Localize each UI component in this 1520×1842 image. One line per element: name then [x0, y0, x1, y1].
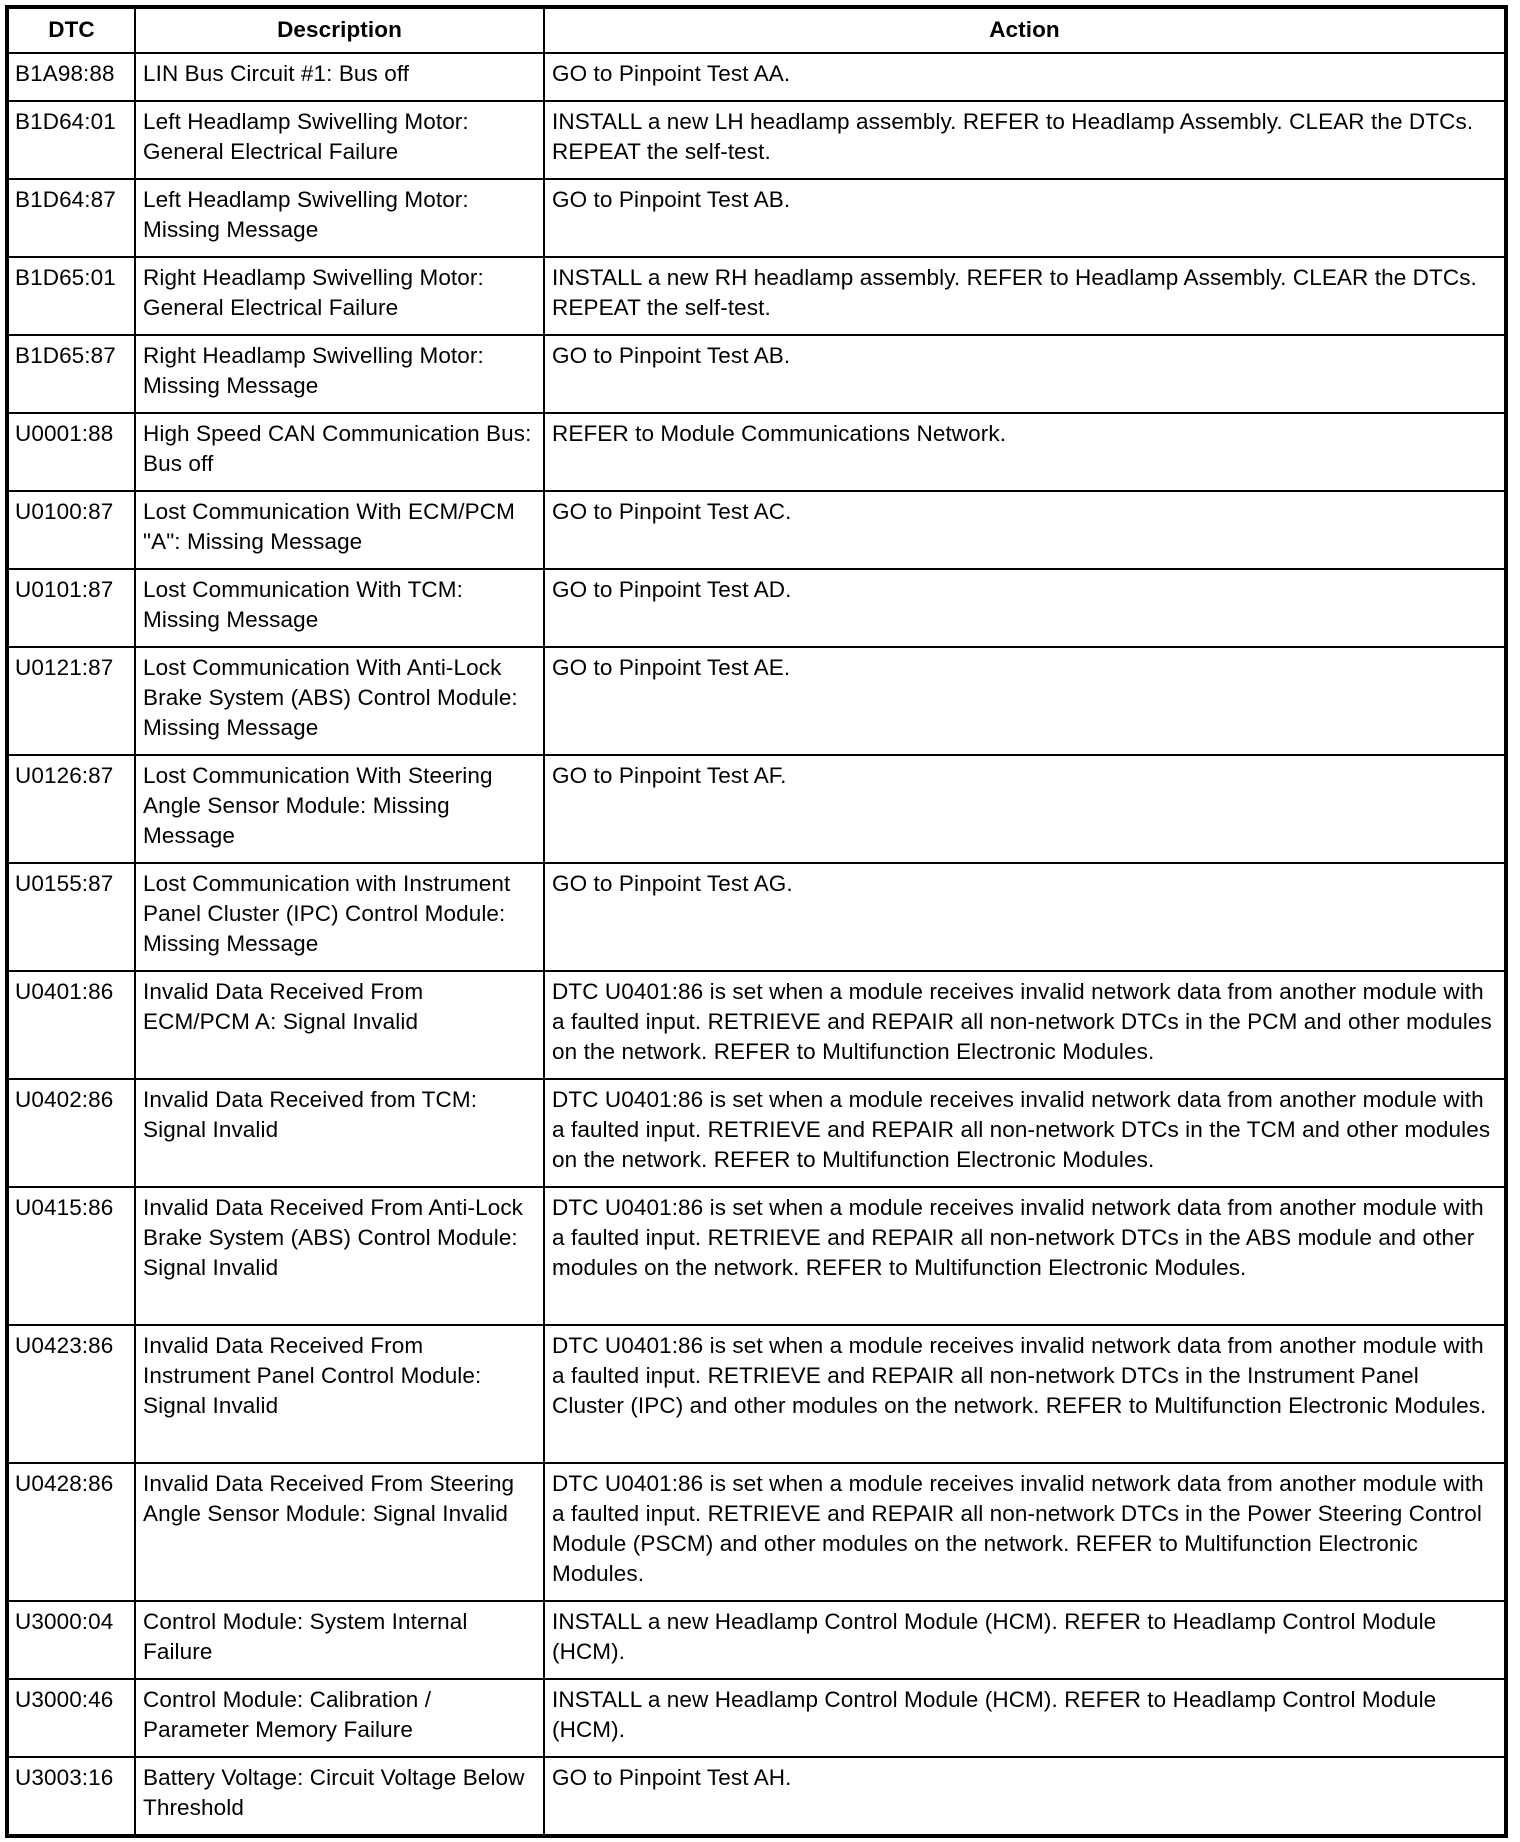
dtc-action: DTC U0401:86 is set when a module receives invalid network data from another module with a faulted input. RETRIEVE and REPAIR all non-network DTCs in the TCM and other modules on the network. REFER to Multifunction Electronic Modules. [544, 1079, 1506, 1187]
dtc-description: High Speed CAN Communication Bus: Bus off [135, 413, 544, 491]
dtc-action: DTC U0401:86 is set when a module receives invalid network data from another module with a faulted input. RETRIEVE and REPAIR all non-network DTCs in the ABS module and other modules on the network. REFER to Multifunction Electronic Modules. [544, 1187, 1506, 1325]
table-row [7, 1463, 1506, 1601]
dtc-action: DTC U0401:86 is set when a module receives invalid network data from another module with a faulted input. RETRIEVE and REPAIR all non-network DTCs in the Power Steering Control Module (PSCM) and other modules on the network. REFER to Multifunction Electronic Modules. [544, 1463, 1506, 1601]
dtc-code: B1D64:01 [7, 101, 135, 179]
dtc-description: Battery Voltage: Circuit Voltage Below Threshold [135, 1757, 544, 1836]
dtc-description: Lost Communication With TCM: Missing Message [135, 569, 544, 647]
dtc-description: Right Headlamp Swivelling Motor: General Electrical Failure [135, 257, 544, 335]
dtc-code: B1D65:87 [7, 335, 135, 413]
dtc-description: Lost Communication with Instrument Panel Cluster (IPC) Control Module: Missing Message [135, 863, 544, 971]
dtc-description: Control Module: System Internal Failure [135, 1601, 544, 1679]
dtc-action: INSTALL a new RH headlamp assembly. REFER to Headlamp Assembly. CLEAR the DTCs. REPEAT the self-test. [544, 257, 1506, 335]
dtc-action: GO to Pinpoint Test AE. [544, 647, 1506, 755]
dtc-code: B1D65:01 [7, 257, 135, 335]
dtc-action: GO to Pinpoint Test AB. [544, 335, 1506, 413]
dtc-action: INSTALL a new Headlamp Control Module (HCM). REFER to Headlamp Control Module (HCM). [544, 1679, 1506, 1757]
dtc-action: GO to Pinpoint Test AA. [544, 53, 1506, 101]
table-row [7, 1601, 1506, 1679]
table-row [7, 101, 1506, 179]
dtc-code: U0415:86 [7, 1187, 135, 1325]
dtc-description: Control Module: Calibration / Parameter Memory Failure [135, 1679, 544, 1757]
dtc-code: U0402:86 [7, 1079, 135, 1187]
column-header-action: Action [544, 7, 1506, 53]
table-row [7, 53, 1506, 101]
dtc-code: U0401:86 [7, 971, 135, 1079]
dtc-action: GO to Pinpoint Test AD. [544, 569, 1506, 647]
table-row [7, 491, 1506, 569]
dtc-action: DTC U0401:86 is set when a module receives invalid network data from another module with a faulted input. RETRIEVE and REPAIR all non-network DTCs in the Instrument Panel Cluster (IPC) and other modules on the network. REFER to Multifunction Electronic Modules. [544, 1325, 1506, 1463]
dtc-action: INSTALL a new LH headlamp assembly. REFER to Headlamp Assembly. CLEAR the DTCs. REPEAT the self-test. [544, 101, 1506, 179]
dtc-code: U0121:87 [7, 647, 135, 755]
dtc-code: U3000:46 [7, 1679, 135, 1757]
dtc-code: U0423:86 [7, 1325, 135, 1463]
dtc-description: Lost Communication With Anti-Lock Brake System (ABS) Control Module: Missing Message [135, 647, 544, 755]
dtc-action: INSTALL a new Headlamp Control Module (HCM). REFER to Headlamp Control Module (HCM). [544, 1601, 1506, 1679]
table-row [7, 1325, 1506, 1463]
dtc-code: U0001:88 [7, 413, 135, 491]
dtc-table [5, 5, 1508, 1838]
dtc-description: Lost Communication With ECM/PCM "A": Missing Message [135, 491, 544, 569]
dtc-description: Lost Communication With Steering Angle Sensor Module: Missing Message [135, 755, 544, 863]
dtc-code: U3000:04 [7, 1601, 135, 1679]
table-row [7, 863, 1506, 971]
dtc-description: Invalid Data Received From Instrument Panel Control Module: Signal Invalid [135, 1325, 544, 1463]
dtc-action: REFER to Module Communications Network. [544, 413, 1506, 491]
table-row [7, 1079, 1506, 1187]
table-row [7, 179, 1506, 257]
table-row [7, 335, 1506, 413]
dtc-code: U3003:16 [7, 1757, 135, 1836]
table-row [7, 569, 1506, 647]
dtc-description: Left Headlamp Swivelling Motor: Missing Message [135, 179, 544, 257]
table-row [7, 1757, 1506, 1836]
table-row [7, 647, 1506, 755]
dtc-code: U0428:86 [7, 1463, 135, 1601]
dtc-code: B1A98:88 [7, 53, 135, 101]
table-row [7, 1679, 1506, 1757]
dtc-code: U0126:87 [7, 755, 135, 863]
dtc-description: Invalid Data Received from TCM: Signal Invalid [135, 1079, 544, 1187]
table-row [7, 413, 1506, 491]
dtc-code: U0101:87 [7, 569, 135, 647]
table-row [7, 755, 1506, 863]
dtc-description: Invalid Data Received From ECM/PCM A: Signal Invalid [135, 971, 544, 1079]
dtc-action: GO to Pinpoint Test AH. [544, 1757, 1506, 1836]
dtc-action: GO to Pinpoint Test AB. [544, 179, 1506, 257]
column-header-description: Description [135, 7, 544, 53]
dtc-action: GO to Pinpoint Test AC. [544, 491, 1506, 569]
column-header-dtc: DTC [7, 7, 135, 53]
dtc-code: U0155:87 [7, 863, 135, 971]
dtc-code: B1D64:87 [7, 179, 135, 257]
dtc-description: LIN Bus Circuit #1: Bus off [135, 53, 544, 101]
table-row [7, 971, 1506, 1079]
dtc-action: DTC U0401:86 is set when a module receives invalid network data from another module with a faulted input. RETRIEVE and REPAIR all non-network DTCs in the PCM and other modules on the network. REFER to Multifunction Electronic Modules. [544, 971, 1506, 1079]
dtc-action: GO to Pinpoint Test AG. [544, 863, 1506, 971]
dtc-code: U0100:87 [7, 491, 135, 569]
table-row [7, 257, 1506, 335]
dtc-description: Invalid Data Received From Anti-Lock Brake System (ABS) Control Module: Signal Invalid [135, 1187, 544, 1325]
table-row [7, 1187, 1506, 1325]
dtc-action: GO to Pinpoint Test AF. [544, 755, 1506, 863]
dtc-description: Invalid Data Received From Steering Angle Sensor Module: Signal Invalid [135, 1463, 544, 1601]
table-header-row [7, 7, 1506, 53]
dtc-description: Left Headlamp Swivelling Motor: General Electrical Failure [135, 101, 544, 179]
dtc-description: Right Headlamp Swivelling Motor: Missing Message [135, 335, 544, 413]
